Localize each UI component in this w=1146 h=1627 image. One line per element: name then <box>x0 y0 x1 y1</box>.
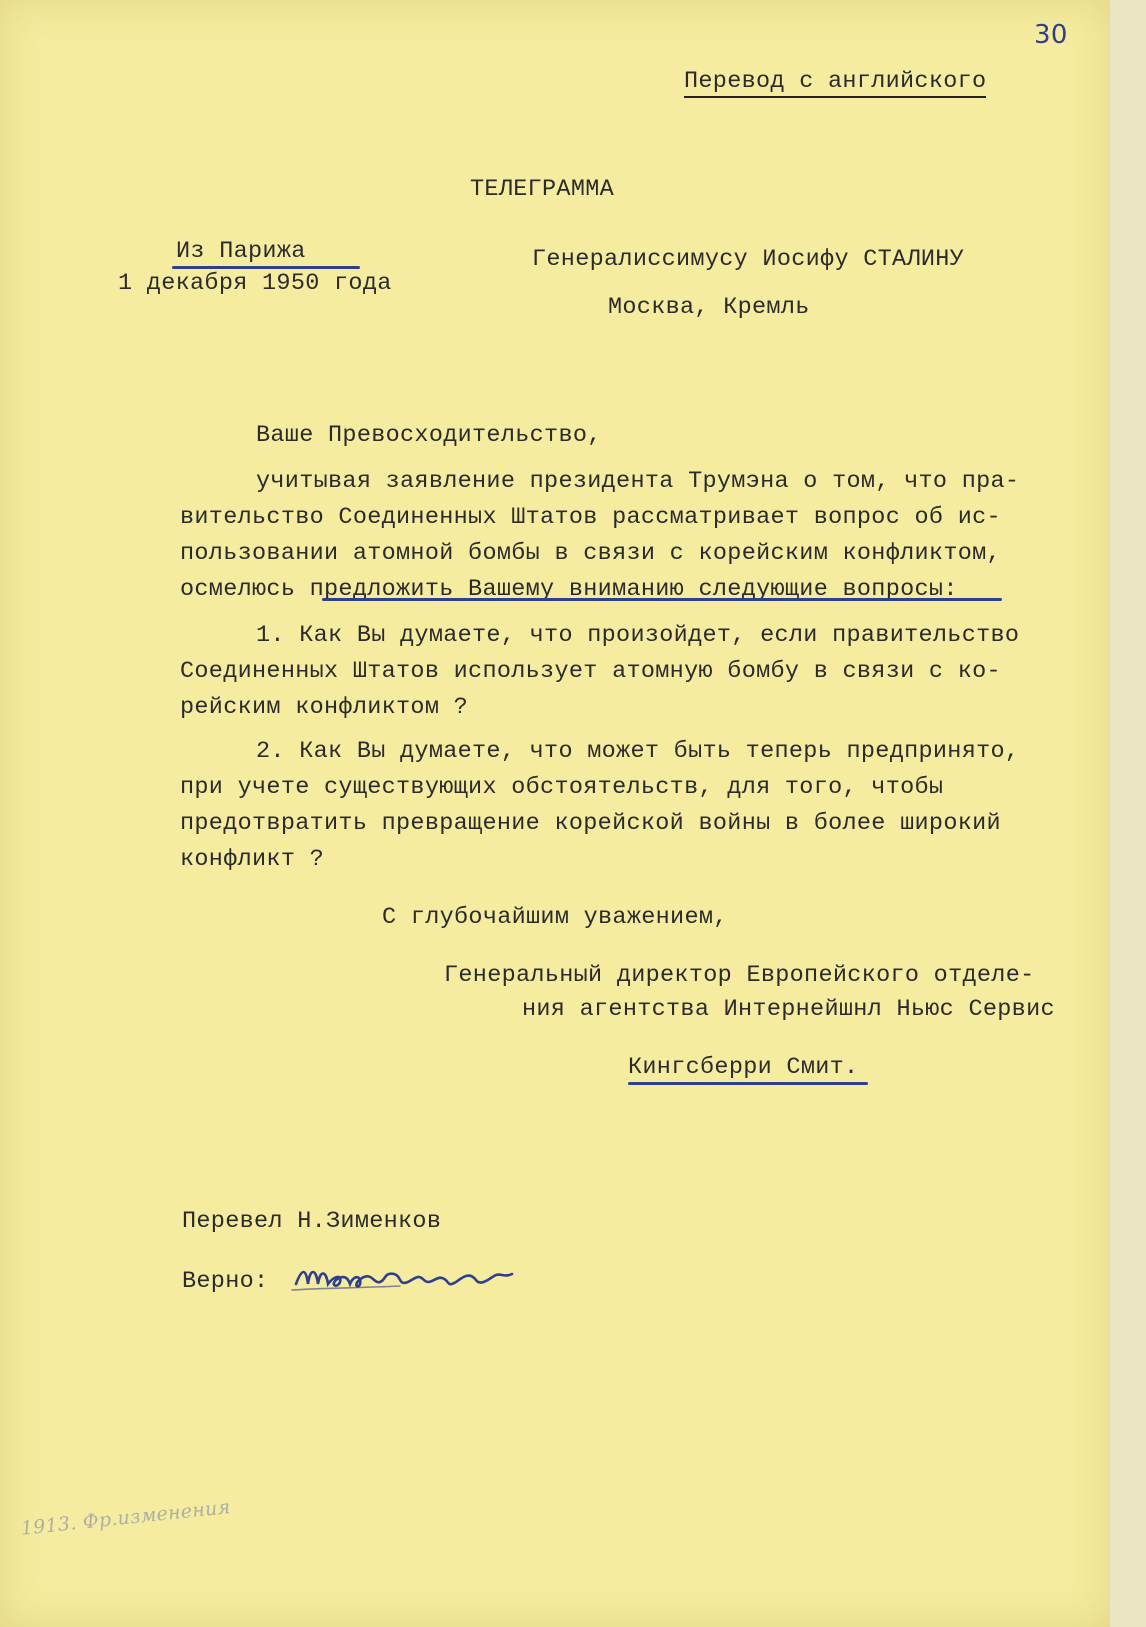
signer-title-line: ния агентства Интернейшнл Ньюс Сервис <box>522 996 1055 1023</box>
document-type-heading: ТЕЛЕГРАММА <box>470 176 615 203</box>
question-1-line: 1. Как Вы думаете, что произойдет, если правительство <box>256 622 1020 649</box>
recipient-name: Генералиссимусу Иосифу СТАЛИНУ <box>532 246 965 273</box>
archive-page-number: 30 <box>1034 20 1068 50</box>
sender-location: Из Парижа <box>176 238 306 265</box>
paragraph-line: пользовании атомной бомбы в связи с корейским конфликтом, <box>180 540 1001 567</box>
translator-line: Перевел Н.Зименков <box>182 1208 442 1235</box>
sender-location-underline <box>172 266 360 269</box>
signer-name-underline <box>628 1082 868 1085</box>
question-1-line: Соединенных Штатов использует атомную бомбу в связи с ко- <box>180 658 1001 685</box>
signer-title-line: Генеральный директор Европейского отделе- <box>444 962 1035 989</box>
paragraph-line: вительство Соединенных Штатов рассматривает вопрос об ис- <box>180 504 1001 531</box>
certified-label: Верно: <box>182 1268 269 1295</box>
sender-date: 1 декабря 1950 года <box>118 270 392 297</box>
salutation: Ваше Превосходительство, <box>256 422 602 449</box>
question-1-line: рейским конфликтом ? <box>180 694 469 721</box>
question-2-line: при учете существующих обстоятельств, для того, чтобы <box>180 774 944 801</box>
question-2-line: предотвратить превращение корейской войны в более широкий <box>180 810 1001 837</box>
question-2-line: 2. Как Вы думаете, что может быть теперь предпринято, <box>256 738 1020 765</box>
translation-note: Перевод с английского <box>684 70 986 98</box>
signer-name: Кингсберри Смит. <box>628 1054 859 1081</box>
handwritten-signature <box>290 1254 530 1304</box>
closing-regards: С глубочайшим уважением, <box>382 904 728 931</box>
question-2-line: конфликт ? <box>180 846 325 873</box>
paragraph-line: учитывая заявление президента Трумэна о том, что пра- <box>256 468 1020 495</box>
paragraph-line: осмелюсь предложить Вашему вниманию следующие вопросы: <box>180 576 958 603</box>
recipient-address: Москва, Кремль <box>608 294 810 321</box>
paragraph-blue-underline <box>322 598 1002 601</box>
pencil-archive-note: 1913. Фр.изменения <box>19 1496 232 1540</box>
